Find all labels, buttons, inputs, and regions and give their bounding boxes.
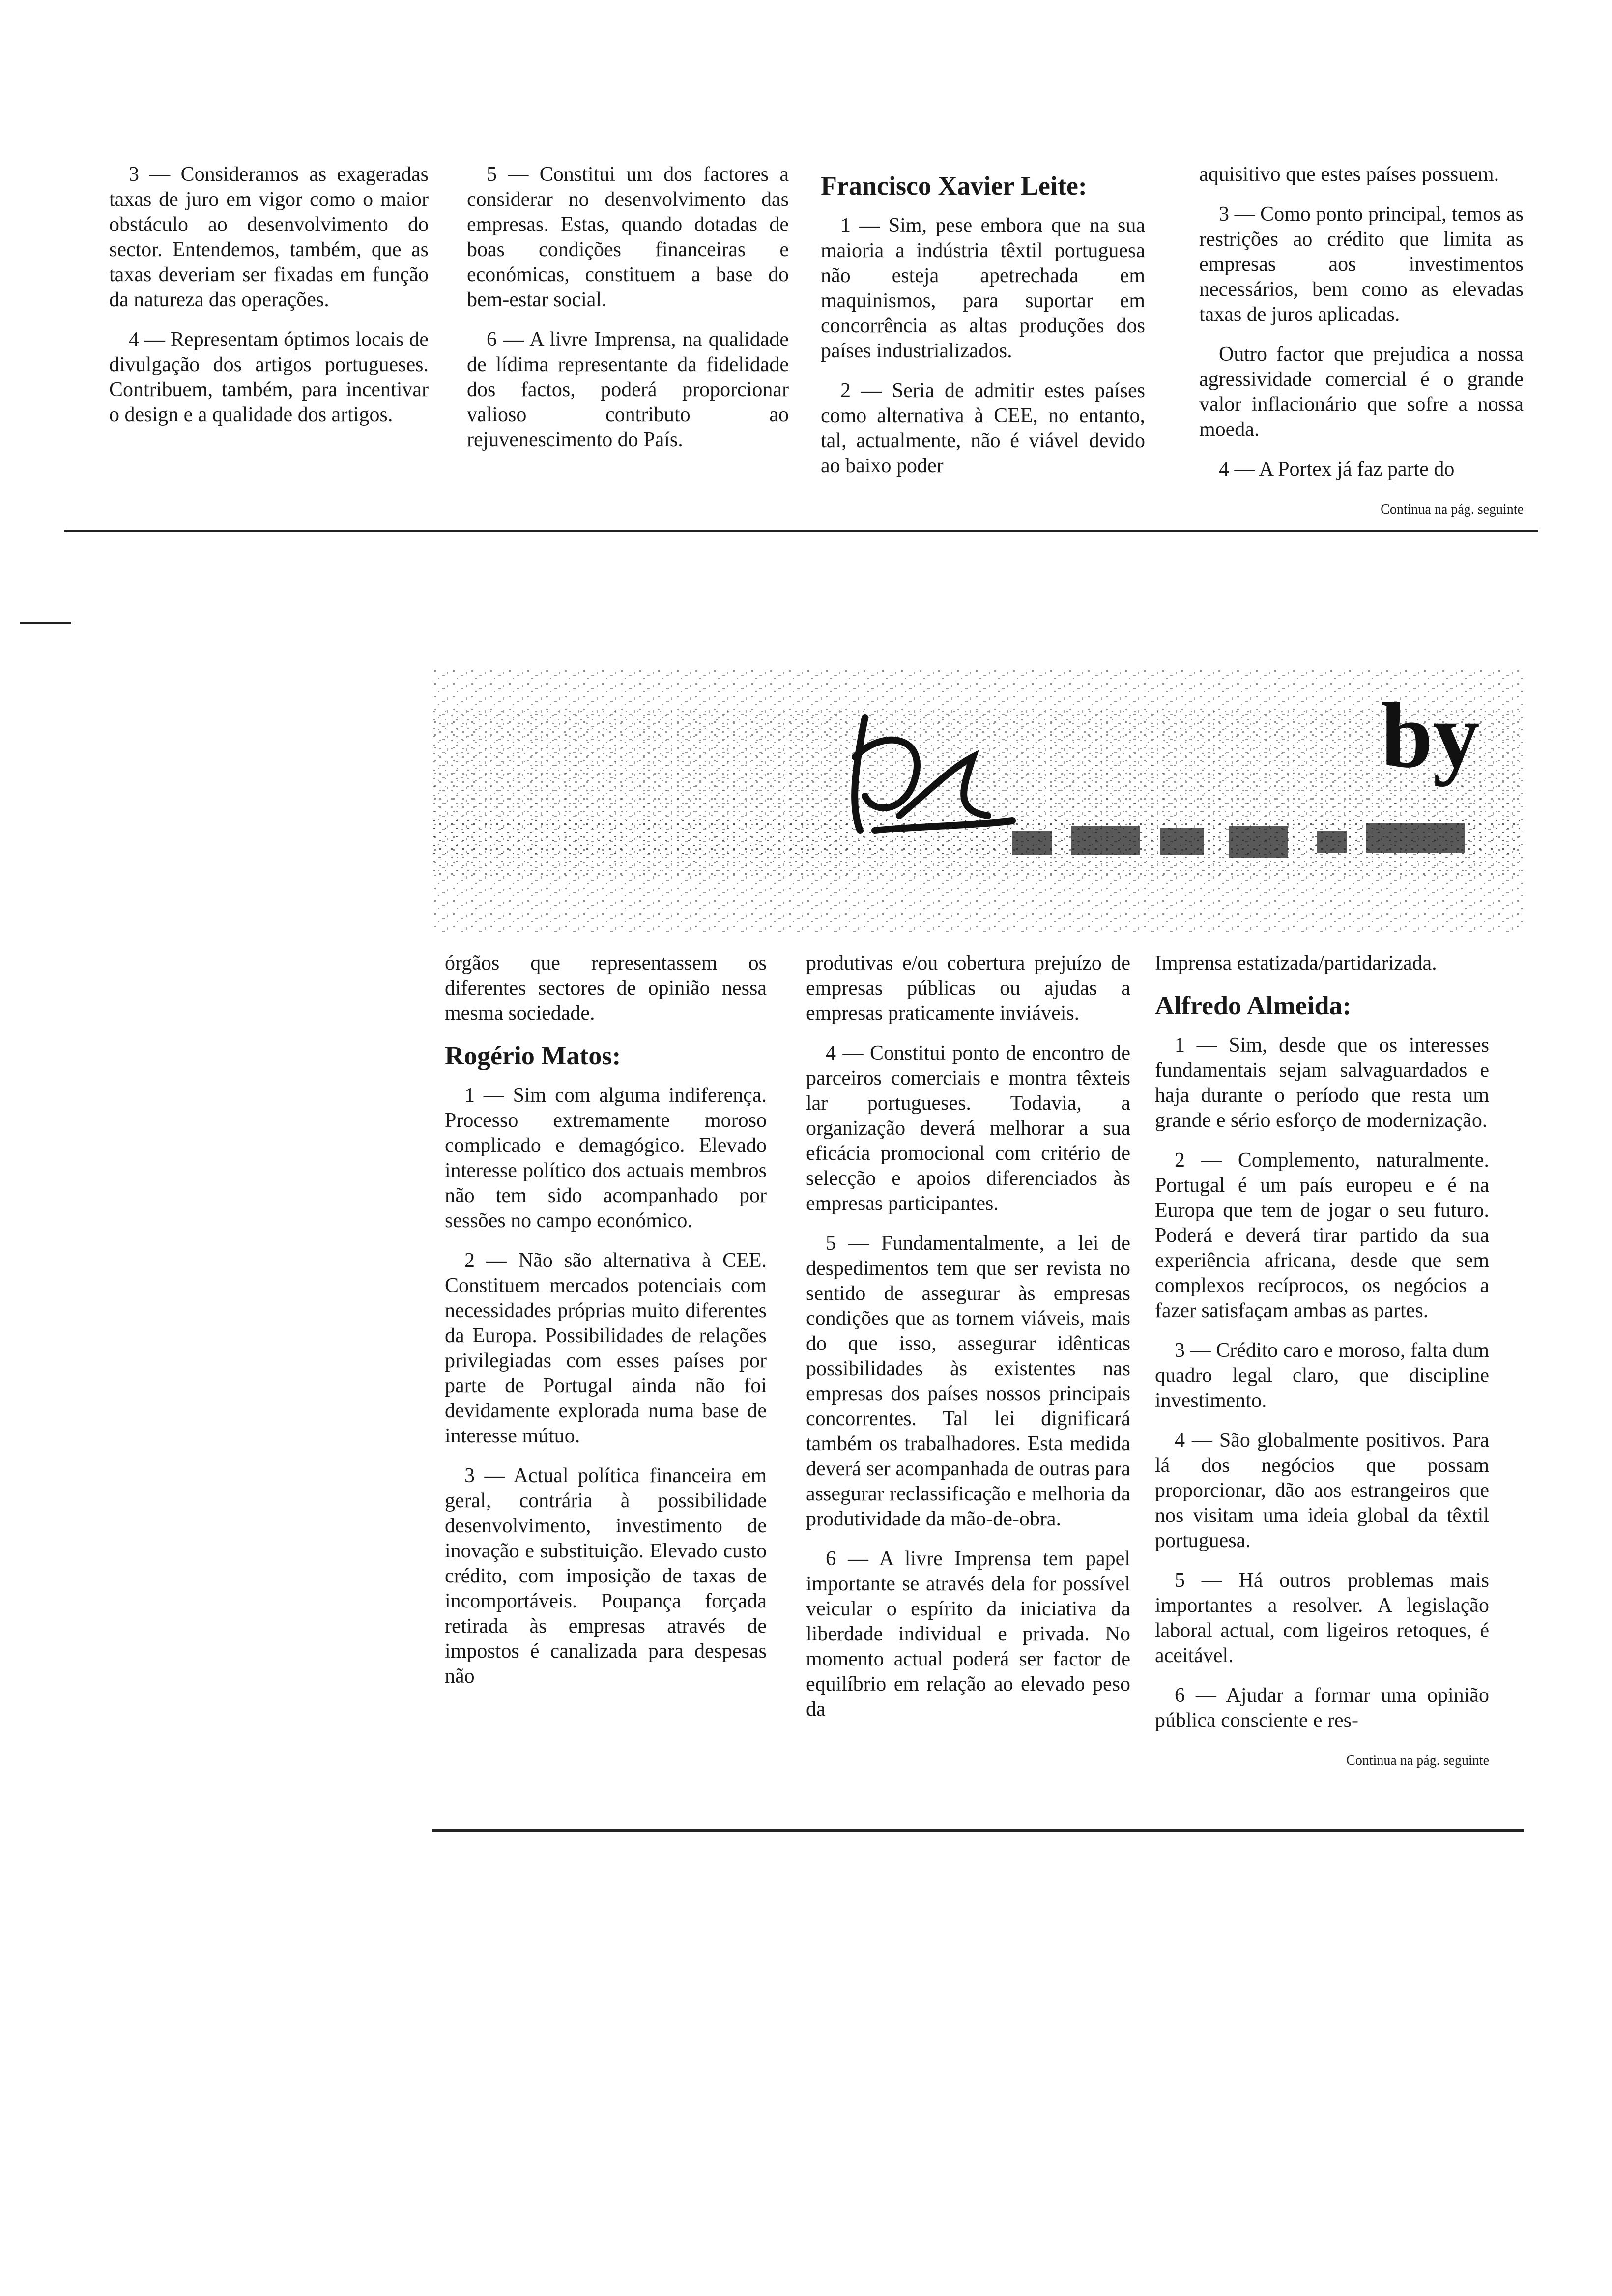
- paragraph: 6 — A livre Imprensa tem papel importante se através dela for possível veicular o espírito da iniciativa da liberdade individual e privada. No momento actual poderá ser factor de equilíbrio em relação ao elevado peso da: [806, 1548, 1130, 1721]
- paragraph: 6 — Ajudar a formar uma opinião pública consciente e res-: [1155, 1684, 1489, 1732]
- paragraph: 2 — Complemento, naturalmente. Portugal é um país europeu e é na Europa que tem de jogar o seu futuro. Poderá e deverá tirar partido da sua experiência africana, desde que sem complexos recíprocos, os negócios a fazer satisfaçam ambas as partes.: [1155, 1149, 1489, 1322]
- bottom-column-1: [445, 951, 767, 1704]
- paragraph: 2 — Seria de admitir estes países como alternativa à CEE, no entanto, tal, actualmente, não é viável devido ao baixo poder: [821, 379, 1145, 477]
- paragraph: 2 — Não são alternativa à CEE. Constituem mercados potenciais com necessidades próprias muito diferentes da Europa. Possibilidades de relações privilegiadas com esses países por parte de Portugal ainda não foi devidamente explorada numa base de interesse mútuo.: [445, 1249, 767, 1447]
- paragraph: produtivas e/ou cobertura prejuízo de empresas públicas ou ajudas a empresas praticamente inviáveis.: [806, 952, 1130, 1025]
- bottom-column-2: [806, 951, 1130, 1737]
- paragraph: 6 — A livre Imprensa, na qualidade de lídima representante da fidelidade dos factos, poderá proporcionar valioso contributo ao rejuvenescimento do País.: [467, 328, 789, 451]
- paragraph: 4 — A Portex já faz parte do: [1219, 458, 1455, 481]
- photo-text-fragment: by: [1381, 684, 1480, 787]
- paragraph: 1 — Sim, pese embora que na sua maioria a indústria têxtil portuguesa não esteja apetrechada em maquinismos, para suportar em concorrência as altas produções dos países industrializados.: [821, 214, 1145, 362]
- paragraph: 5 — Fundamentalmente, a lei de despedimentos tem que ser revista no sentido de assegurar às empresas condições que as tornem viáveis, mais do que isso, assegurar idênticas possibilidades às existentes nas empresas dos países nossos principais concorrentes. Tal lei dignificará também os trabalhadores. Esta medida deverá ser acompanhada de outras para assegurar reclassificação e melhoria da produtividade da mão-de-obra.: [806, 1232, 1130, 1530]
- paragraph: 3 — Crédito caro e moroso, falta dum quadro legal claro, que discipline investimento.: [1155, 1339, 1489, 1412]
- continued-note: Continua na pág. seguinte: [1381, 502, 1524, 517]
- interviewee-heading: Alfredo Almeida:: [1155, 991, 1352, 1020]
- bottom-column-3: [1155, 951, 1489, 1788]
- top-column-2: [467, 162, 789, 467]
- interviewee-heading: Rogério Matos:: [445, 1041, 621, 1070]
- interviewee-heading: Francisco Xavier Leite:: [821, 171, 1087, 201]
- top-column-3: [821, 162, 1145, 493]
- paragraph: 3 — Consideramos as exageradas taxas de juro em vigor como o maior obstáculo ao desenvolvimento do sector. Entendemos, também, que as taxas deveriam ser fixadas em função da natureza das operações.: [109, 163, 429, 311]
- paragraph: 3 — Como ponto principal, temos as restrições ao crédito que limita as empresas aos investimentos necessários, bem como as elevadas taxas de juros aplicadas.: [1199, 203, 1524, 326]
- paragraph: Outro factor que prejudica a nossa agressividade comercial é o grande valor inflacionário que sofre a nossa moeda.: [1199, 343, 1524, 441]
- paragraph: 4 — São globalmente positivos. Para lá dos negócios que possam proporcionar, dão aos estrangeiros que nos visitam uma ideia global da têxtil portuguesa.: [1155, 1429, 1489, 1552]
- degraded-photo: [432, 668, 1524, 934]
- paragraph: 1 — Sim com alguma indiferença. Processo extremamente moroso complicado e demagógico. Elevado interesse político dos actuais membros não tem sido acompanhado por sessões no campo económico.: [445, 1084, 767, 1232]
- continued-note: Continua na pág. seguinte: [1346, 1753, 1489, 1768]
- paragraph: órgãos que representassem os diferentes sectores de opinião nessa mesma sociedade.: [445, 952, 767, 1025]
- section-divider: [432, 1829, 1524, 1832]
- smudged-text-band: [1012, 823, 1465, 858]
- paragraph: 4 — Representam óptimos locais de divulgação dos artigos portugueses. Contribuem, também, para incentivar o design e a qualidade dos artigos.: [109, 328, 429, 426]
- paragraph: 3 — Actual política financeira em geral, contrária à possibilidade desenvolvimento, investimento de inovação e substituição. Elevado custo crédito, com imposição de taxas de incomportáveis. Poupança forçada retirada às empresas através de impostos é canalizada para despesas não: [445, 1464, 767, 1688]
- paragraph: Imprensa estatizada/partidarizada.: [1155, 952, 1437, 975]
- section-divider: [64, 530, 1538, 532]
- margin-mark: [20, 622, 71, 624]
- paragraph: 5 — Há outros problemas mais importantes a resolver. A legislação laboral actual, com ligeiros retoques, é aceitável.: [1155, 1569, 1489, 1667]
- top-column-1: [109, 162, 429, 442]
- paragraph: 4 — Constitui ponto de encontro de parceiros comerciais e montra têxteis lar portugueses. Todavia, a organização deverá melhorar a sua eficácia promocional com critério de selecção e apoios diferenciados às empresas participantes.: [806, 1042, 1130, 1215]
- top-column-4: [1199, 162, 1524, 537]
- paragraph: 5 — Constitui um dos factores a considerar no desenvolvimento das empresas. Estas, quando dotadas de boas condições financeiras e económicas, constituem a base do bem-estar social.: [467, 163, 789, 311]
- paragraph: 1 — Sim, desde que os interesses fundamentais sejam salvaguardados e haja durante o período que resta um grande e sério esforço de modernização.: [1155, 1034, 1489, 1132]
- paragraph: aquisitivo que estes países possuem.: [1199, 163, 1499, 186]
